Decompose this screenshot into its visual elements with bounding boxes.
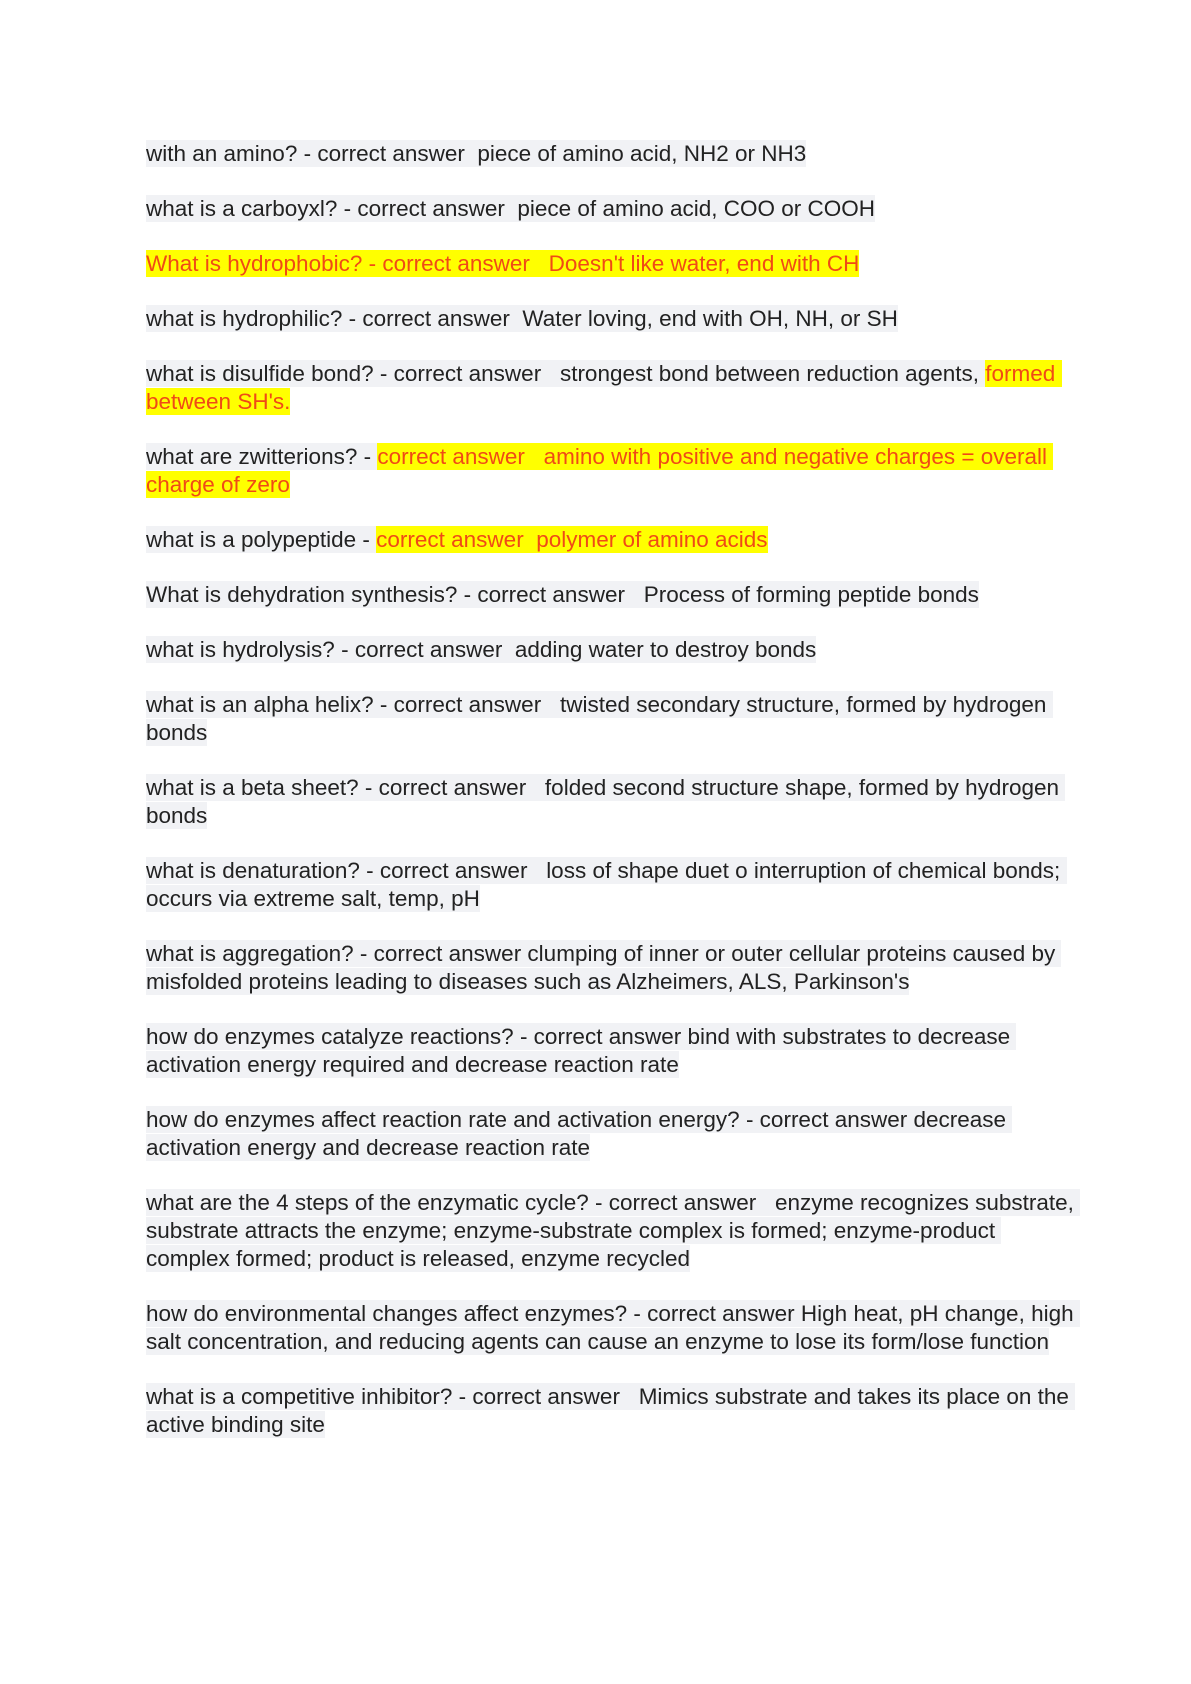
qa-text: what is a beta sheet? - correct answer folded second structure shape, formed by hydrogen bonds [146, 775, 1066, 828]
qa-item [146, 940, 1076, 996]
qa-item [146, 1023, 1076, 1079]
highlighted-text: What is hydrophobic? - correct answer Doesn't like water, end with CH [146, 251, 860, 276]
qa-item [146, 774, 1076, 830]
qa-item [146, 857, 1076, 913]
qa-text: how do environmental changes affect enzymes? - correct answer High heat, pH change, high salt concentration, and reducing agents can cause an enzyme to lose its form/lose function [146, 1301, 1080, 1354]
highlighted-text: formed between SH's. [146, 361, 1062, 414]
qa-text: what is an alpha helix? - correct answer twisted secondary structure, formed by hydrogen bonds [146, 692, 1053, 745]
qa-text: what is denaturation? - correct answer loss of shape duet o interruption of chemical bonds; occurs via extreme salt, temp, pH [146, 858, 1067, 911]
qa-text: what is a competitive inhibitor? - correct answer Mimics substrate and takes its place on the active binding site [146, 1384, 1076, 1437]
qa-text: what is a polypeptide - [146, 527, 377, 552]
qa-item [146, 636, 1076, 664]
qa-item [146, 195, 1076, 223]
qa-text: what are the 4 steps of the enzymatic cycle? - correct answer enzyme recognizes substrate, substrate attracts the enzyme; enzyme-substrate complex is formed; enzyme-product complex formed; product is released, enzyme recycled [146, 1190, 1081, 1271]
qa-item [146, 1106, 1076, 1162]
qa-text: how do enzymes affect reaction rate and activation energy? - correct answer decrease activation energy and decrease reaction rate [146, 1107, 1013, 1160]
qa-item [146, 443, 1076, 499]
qa-text: what is disulfide bond? - correct answer strongest bond between reduction agents, [146, 361, 986, 386]
qa-item [146, 250, 1076, 278]
qa-text: what is hydrophilic? - correct answer Water loving, end with OH, NH, or SH [146, 306, 898, 331]
qa-text: what is aggregation? - correct answer clumping of inner or outer cellular proteins caused by misfolded proteins leading to diseases such as Alzheimers, ALS, Parkinson's [146, 941, 1062, 994]
qa-text: What is dehydration synthesis? - correct answer Process of forming peptide bonds [146, 582, 979, 607]
qa-item [146, 360, 1076, 416]
qa-item [146, 581, 1076, 609]
highlighted-text: correct answer polymer of amino acids [376, 527, 768, 552]
qa-item [146, 140, 1076, 168]
qa-item [146, 1189, 1081, 1273]
qa-text: what is a carboyxl? - correct answer piece of amino acid, COO or COOH [146, 196, 876, 221]
qa-text: with an amino? - correct answer piece of amino acid, NH2 or NH3 [146, 141, 807, 166]
highlighted-text: correct answer amino with positive and negative charges = overall charge of zero [146, 444, 1054, 497]
qa-text: how do enzymes catalyze reactions? - correct answer bind with substrates to decrease activation energy required and decrease reaction rate [146, 1024, 1017, 1077]
qa-item [146, 305, 1076, 333]
qa-text: what is hydrolysis? - correct answer adding water to destroy bonds [146, 637, 817, 662]
qa-text: what are zwitterions? - [146, 444, 378, 469]
qa-item [146, 1383, 1076, 1439]
qa-item [146, 1300, 1080, 1356]
document-page [146, 140, 1081, 1466]
qa-item [146, 691, 1076, 747]
qa-item [146, 526, 1076, 554]
